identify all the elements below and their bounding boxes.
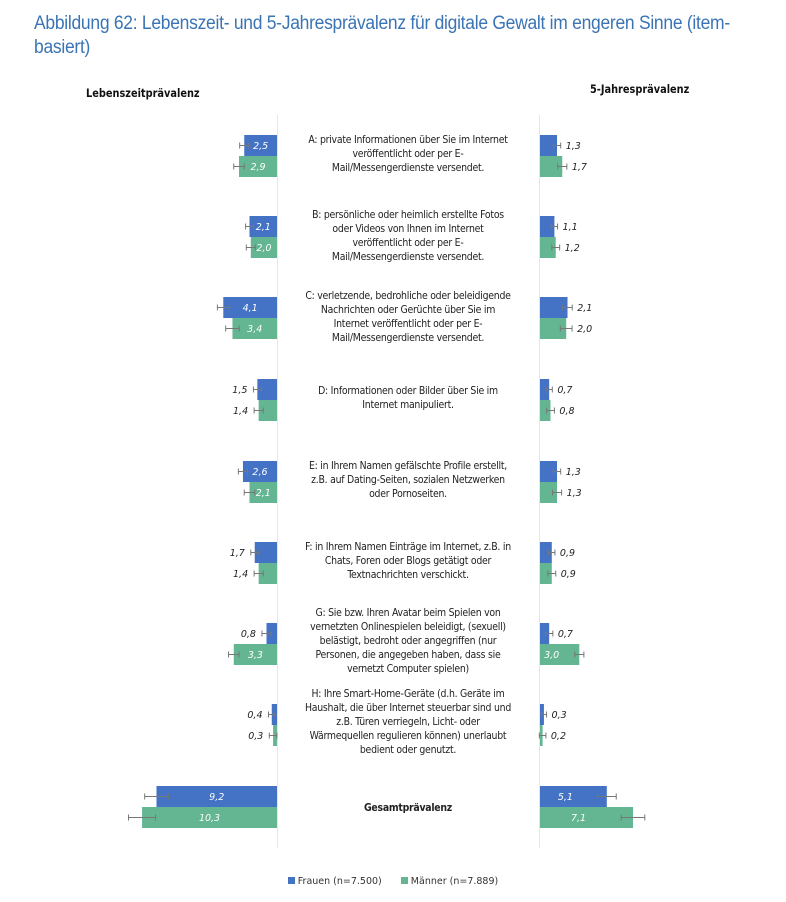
category-label-line: E: in Ihrem Namen gefälschte Profile erstellt,	[309, 460, 507, 472]
data-label-lebenszeit-frauen: 2,6	[252, 467, 268, 478]
figure-title-line-2: basiert)	[34, 37, 91, 58]
data-label-5-jahre-frauen: 0,9	[559, 548, 576, 559]
data-label-5-jahre-maenner: 1,3	[566, 488, 582, 499]
category-label	[286, 208, 530, 264]
data-label-lebenszeit-maenner: 1,4	[233, 569, 249, 580]
legend-label-maenner: Männer (n=7.889)	[410, 876, 499, 887]
category-label-line: Internet manipuliert.	[362, 399, 454, 411]
data-label-5-jahre-frauen: 5,1	[557, 792, 573, 803]
category-label-line: oder Pornoseiten.	[369, 488, 447, 500]
category-label-line: B: persönliche oder heimlich erstellte Fotos	[312, 209, 504, 221]
data-label-5-jahre-frauen: 1,3	[565, 467, 581, 478]
data-label-5-jahre-maenner: 1,2	[564, 243, 580, 254]
category-label-line: z.B. Türen verriegeln, Licht- oder	[336, 716, 480, 728]
category-label-line: Gesamtprävalenz	[364, 802, 452, 814]
category-label-line: vernetzten Onlinespielen beleidigt, (sexuell)	[310, 621, 506, 633]
category-label-line: z.B. auf Dating-Seiten, sozialen Netzwerken	[311, 474, 505, 486]
category-label-line: D: Informationen oder Bilder über Sie im	[318, 385, 498, 397]
data-label-lebenszeit-maenner: 3,4	[247, 324, 263, 335]
data-label-5-jahre-frauen: 1,1	[562, 222, 578, 233]
category-label-line: veröffentlicht oder per E-	[352, 237, 464, 249]
category-label-line: Wärmequellen regulieren können) unerlaubt	[309, 730, 507, 742]
data-label-5-jahre-frauen: 0,7	[557, 629, 573, 640]
data-label-lebenszeit-frauen: 0,4	[247, 710, 263, 721]
data-label-5-jahre-frauen: 2,1	[577, 303, 593, 314]
category-label-line: A: private Informationen über Sie im Internet	[308, 134, 508, 146]
category-label-line: belästigt, bedroht oder angegriffen (nur	[319, 635, 497, 647]
category-label-line: Mail/Messengerdienste versendet.	[331, 162, 485, 174]
category-label-line: oder Videos von Ihnen im Internet	[332, 223, 484, 235]
data-label-5-jahre-frauen: 1,3	[565, 141, 581, 152]
data-label-5-jahre-maenner: 0,9	[560, 569, 576, 580]
category-label-line: F: in Ihrem Namen Einträge im Internet, z.B. in	[305, 541, 511, 553]
bar-5-jahre-maenner	[540, 807, 633, 828]
legend-label-frauen: Frauen (n=7.500)	[297, 876, 382, 887]
data-label-lebenszeit-maenner: 10,3	[198, 813, 221, 824]
data-label-lebenszeit-maenner: 0,3	[248, 731, 264, 742]
category-label	[286, 459, 530, 501]
data-label-lebenszeit-frauen: 2,5	[253, 141, 269, 152]
figure-title-line-1: Abbildung 62: Lebenszeit- und 5-Jahresprävalenz für digitale Gewalt im engeren Sinne (item-	[34, 13, 730, 34]
data-label-5-jahre-maenner: 0,8	[559, 406, 575, 417]
category-label-line: Mail/Messengerdienste versendet.	[331, 251, 485, 263]
category-label-line: vernetzt Computer spielen)	[347, 663, 469, 675]
data-label-lebenszeit-frauen: 1,7	[229, 548, 245, 559]
legend	[0, 876, 786, 887]
data-label-lebenszeit-maenner: 2,9	[250, 162, 266, 173]
category-label	[286, 384, 530, 412]
data-label-lebenszeit-maenner: 2,0	[256, 243, 272, 254]
legend-item-frauen	[288, 876, 382, 887]
panel-title-lebenszeit: Lebenszeitprävalenz	[86, 86, 200, 100]
category-label-line: veröffentlicht oder per E-	[352, 148, 464, 160]
category-label-line: H: Ihre Smart-Home-Geräte (d.h. Geräte im	[311, 688, 505, 700]
category-label-line: Nachrichten oder Gerüchte über Sie im	[320, 304, 496, 316]
data-label-5-jahre-frauen: 0,7	[557, 385, 573, 396]
data-label-5-jahre-maenner: 2,0	[577, 324, 593, 335]
category-label	[286, 687, 530, 757]
category-label	[286, 606, 530, 676]
data-label-5-jahre-frauen: 0,3	[551, 710, 567, 721]
category-label-line: Textnachrichten verschickt.	[347, 569, 469, 581]
bar-5-jahre-frauen	[540, 786, 607, 807]
category-label-line: C: verletzende, bedrohliche oder beleidigende	[305, 290, 511, 302]
data-label-5-jahre-maenner: 7,1	[570, 813, 587, 824]
category-label-line: Personen, die angegeben haben, dass sie	[315, 649, 501, 661]
category-label-line: bedient oder genutzt.	[359, 744, 457, 756]
category-label	[286, 133, 530, 175]
legend-swatch-frauen	[288, 877, 295, 884]
category-label	[286, 540, 530, 582]
category-label-total	[286, 801, 530, 815]
category-label	[286, 289, 530, 345]
legend-item-maenner	[401, 876, 498, 887]
panel-title-5-jahre: 5-Jahresprävalenz	[590, 82, 690, 96]
data-label-5-jahre-maenner: 3,0	[544, 650, 560, 661]
category-label-line: Mail/Messengerdienste versendet.	[331, 332, 485, 344]
legend-swatch-maenner	[401, 877, 408, 884]
data-label-5-jahre-maenner: 1,7	[571, 162, 587, 173]
data-label-lebenszeit-frauen: 2,1	[255, 222, 271, 233]
data-label-lebenszeit-frauen: 9,2	[209, 792, 225, 803]
data-label-lebenszeit-frauen: 4,1	[242, 303, 258, 314]
category-label-line: G: Sie bzw. Ihren Avatar beim Spielen von	[315, 607, 501, 619]
data-label-lebenszeit-frauen: 0,8	[240, 629, 256, 640]
data-label-5-jahre-maenner: 0,2	[550, 731, 567, 742]
category-label-line: Haushalt, die über Internet steuerbar sind und	[304, 702, 512, 714]
data-label-lebenszeit-maenner: 1,4	[233, 406, 249, 417]
category-label-line: Internet veröffentlicht oder per E-	[333, 318, 483, 330]
category-label-line: Chats, Foren oder Blogs getätigt oder	[324, 555, 492, 567]
data-label-lebenszeit-frauen: 1,5	[232, 385, 248, 396]
data-label-lebenszeit-maenner: 3,3	[247, 650, 263, 661]
data-label-lebenszeit-maenner: 2,1	[255, 488, 271, 499]
